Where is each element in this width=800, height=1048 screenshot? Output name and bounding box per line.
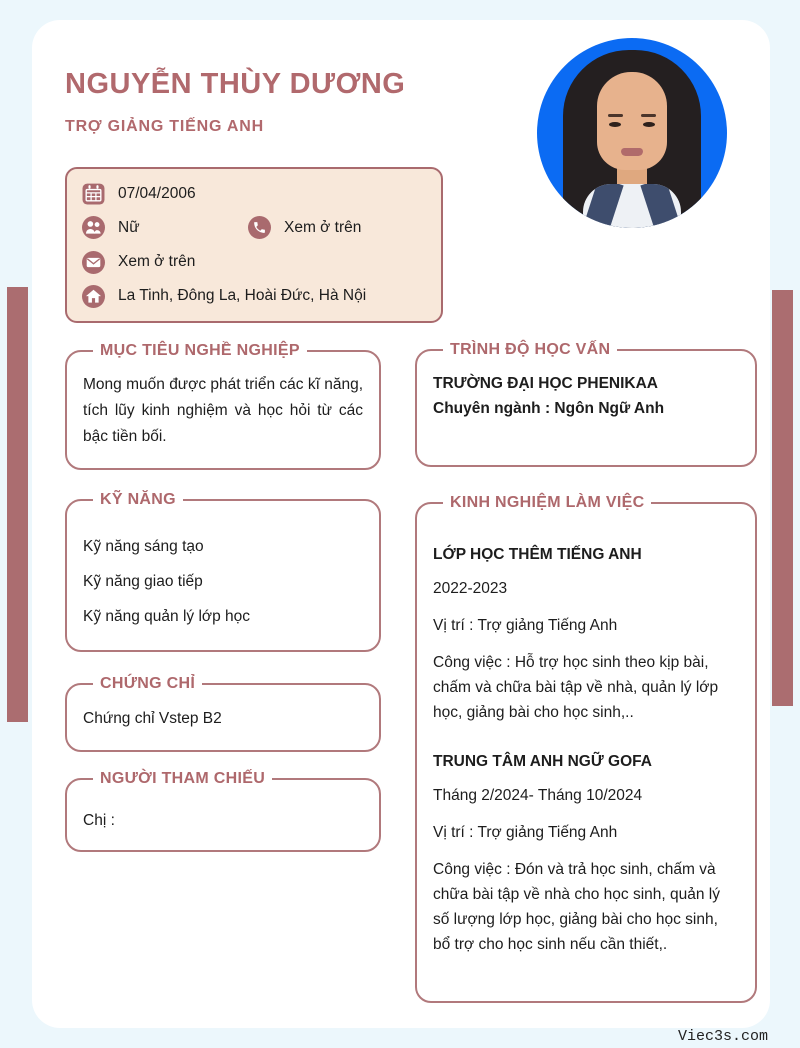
address-value: La Tinh, Đông La, Hoài Đức, Hà Nội (118, 287, 367, 305)
section-certificates (65, 675, 381, 752)
education-major: Chuyên ngành : Ngôn Ngữ Anh (433, 400, 665, 417)
reference-text: Chị : (83, 812, 115, 829)
candidate-job-title: TRỢ GIẢNG TIẾNG ANH (65, 118, 264, 135)
job-description: Công việc : Hỗ trợ học sinh theo kịp bài, chấm và chữa bài tập về nhà, quản lý lớp học, giảng bài cho học sinh,.. (433, 654, 719, 721)
photo-eye (609, 122, 621, 127)
job-period: Tháng 2/2024- Tháng 10/2024 (433, 787, 643, 804)
people-icon (82, 216, 105, 239)
education-entry (433, 371, 739, 421)
phone-value: Xem ở trên (284, 218, 362, 236)
gender-value: Nữ (118, 218, 140, 236)
certificate-text: Chứng chỉ Vstep B2 (83, 710, 222, 727)
mail-icon (82, 251, 105, 274)
photo-face (597, 72, 667, 170)
section-skills (65, 491, 381, 652)
photo-lips (621, 148, 643, 156)
experience-list (433, 546, 739, 957)
skill-item: Kỹ năng quản lý lớp học (83, 608, 250, 625)
section-objective (65, 342, 381, 470)
photo-brow (641, 114, 656, 117)
job-position: Vị trí : Trợ giảng Tiếng Anh (433, 617, 618, 634)
objective-text: Mong muốn được phát triển các kĩ năng, tích lũy kinh nghiệm và học hỏi từ các bậc tiền bối. (83, 376, 363, 445)
section-certificates-title: CHỨNG CHỈ (100, 675, 196, 692)
skill-item: Kỹ năng sáng tạo (83, 538, 204, 555)
section-skills-title: KỸ NĂNG (100, 491, 176, 508)
section-references (65, 770, 381, 852)
education-school: TRƯỜNG ĐẠI HỌC PHENIKAA (433, 375, 658, 392)
job-employer: LỚP HỌC THÊM TIẾNG ANH (433, 546, 642, 563)
skill-item: Kỹ năng giao tiếp (83, 573, 203, 590)
contact-row-dob (82, 182, 426, 205)
contact-row-address (82, 285, 426, 308)
site-watermark: Viec3s.com (677, 1028, 768, 1045)
section-references-title: NGƯỜI THAM CHIẾU (100, 770, 266, 787)
calendar-icon (82, 182, 105, 205)
phone-cell (248, 216, 361, 239)
right-accent-bar (772, 290, 793, 706)
contact-row-gender-phone (82, 216, 426, 239)
section-education (415, 341, 757, 467)
photo-shirt (583, 184, 681, 228)
job-period: 2022-2023 (433, 580, 508, 597)
experience-entry (433, 546, 739, 725)
photo-brow (608, 114, 623, 117)
candidate-name: NGUYỄN THÙY DƯƠNG (65, 68, 406, 100)
home-icon (82, 285, 105, 308)
section-experience-title: KINH NGHIỆM LÀM VIỆC (450, 494, 645, 511)
phone-icon (248, 216, 271, 239)
job-employer: TRUNG TÂM ANH NGỮ GOFA (433, 753, 652, 770)
section-education-title: TRÌNH ĐỘ HỌC VẤN (450, 341, 611, 358)
photo-eye (643, 122, 655, 127)
job-description: Công việc : Đón và trả học sinh, chấm và chữa bài tập về nhà cho học sinh, quản lý số lượng lớp học, giảng bài cho học sinh, bổ trợ cho học sinh nếu cần thiết,. (433, 861, 720, 953)
gender-cell (82, 216, 235, 239)
section-objective-title: MỤC TIÊU NGHỀ NGHIỆP (100, 342, 300, 359)
contact-info-box (65, 167, 443, 323)
cv-card (32, 20, 770, 1028)
dob-value: 07/04/2006 (118, 184, 196, 202)
profile-photo (537, 38, 727, 228)
contact-row-email (82, 251, 426, 274)
experience-entry (433, 753, 739, 957)
skill-list (83, 536, 363, 628)
job-position: Vị trí : Trợ giảng Tiếng Anh (433, 824, 618, 841)
section-experience (415, 494, 757, 1003)
left-accent-bar (7, 287, 28, 722)
email-value: Xem ở trên (118, 253, 196, 271)
